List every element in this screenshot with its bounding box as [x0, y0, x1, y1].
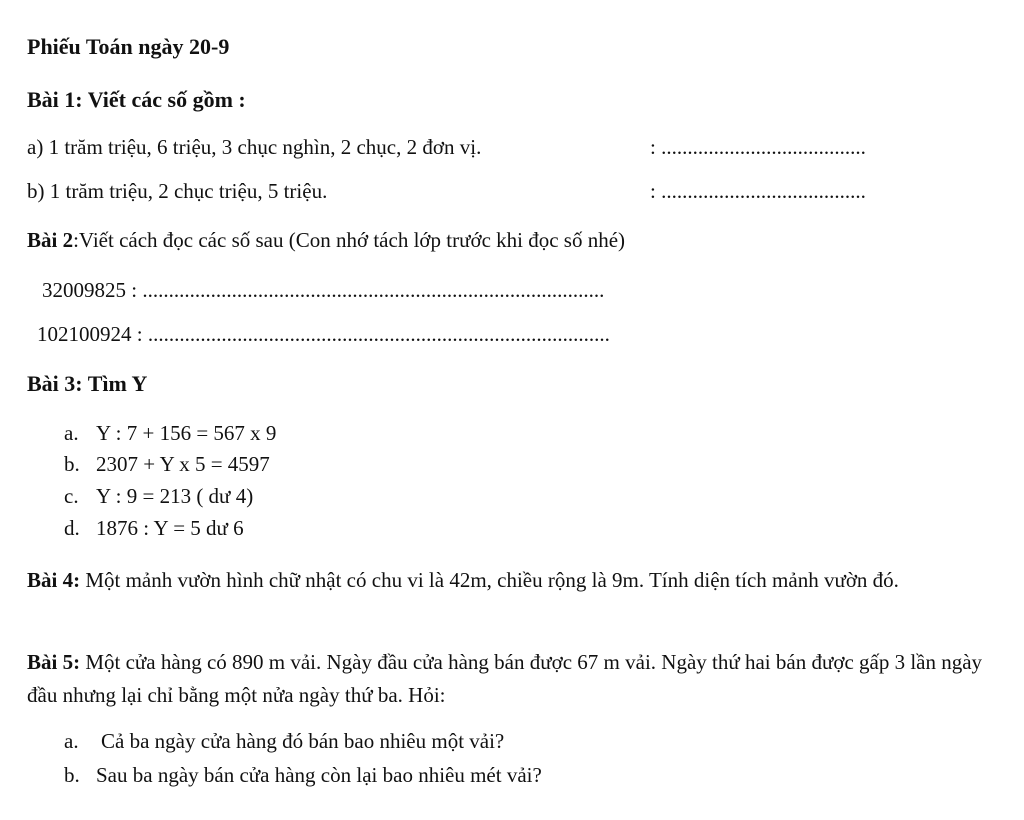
bai2-number-1: 32009825 : [42, 278, 143, 302]
bai2-number-2: 102100924 : [37, 322, 148, 346]
bai3-equation-b: 2307 + Y x 5 = 4597 [96, 452, 270, 476]
bai3-equation-a: Y : 7 + 156 = 567 x 9 [96, 421, 277, 445]
bai2-item-2 [37, 322, 610, 347]
bai1-item-b-blank: : ....................................... [650, 179, 866, 203]
bai4-label: Bài 4: [27, 568, 81, 592]
bai3-item-b [64, 452, 270, 477]
bai3-label-d: d. [64, 516, 80, 540]
bai1-item-a-blank: : ....................................... [650, 135, 866, 159]
bai2-heading [27, 228, 625, 253]
bai2-heading-label: Bài 2 [27, 228, 74, 252]
bai3-equation-d: 1876 : Y = 5 dư 6 [96, 516, 244, 540]
bai5-problem [27, 646, 1017, 712]
bai5-text-a: Cả ba ngày cửa hàng đó bán bao nhiêu một vải? [101, 729, 505, 753]
bai3-heading: Bài 3: Tìm Y [27, 371, 148, 396]
bai3-item-a [64, 421, 276, 446]
bai3-equation-c: Y : 9 = 213 ( dư 4) [96, 484, 254, 508]
bai2-blank-2: ........................................................................................ [147, 322, 610, 346]
bai3-item-c [64, 484, 253, 509]
bai1-heading: Bài 1: Viết các số gồm : [27, 87, 246, 112]
bai3-item-d [64, 516, 244, 541]
bai5-label-b: b. [64, 763, 80, 787]
bai5-text: Một cửa hàng có 890 m vải. Ngày đầu cửa hàng bán được 67 m vải. Ngày thứ hai bán được gấp 3 lần ngày đầu nhưng lại chỉ bằng một nửa ngày thứ ba. Hỏi: [27, 650, 983, 707]
bai3-label-c: c. [64, 484, 79, 508]
page-title: Phiếu Toán ngày 20-9 [27, 34, 230, 59]
bai5-question-b [64, 763, 542, 788]
bai4-text: Một mảnh vườn hình chữ nhật có chu vi là 42m, chiều rộng là 9m. Tính diện tích mảnh vườn đó. [80, 568, 899, 592]
bai2-blank-1: ........................................................................................ [142, 278, 605, 302]
bai4-problem [27, 564, 1017, 597]
bai1-item-a: a) 1 trăm triệu, 6 triệu, 3 chục nghìn, 2 chục, 2 đơn vị. [27, 135, 482, 159]
bai3-label-b: b. [64, 452, 80, 476]
bai2-item-1 [42, 278, 604, 303]
bai2-heading-text: :Viết cách đọc các số sau (Con nhớ tách lớp trước khi đọc số nhé) [73, 228, 626, 252]
bai5-label: Bài 5: [27, 650, 81, 674]
bai5-label-a: a. [64, 729, 79, 753]
bai1-item-b: b) 1 trăm triệu, 2 chục triệu, 5 triệu. [27, 179, 328, 203]
bai3-label-a: a. [64, 421, 79, 445]
bai5-question-a [64, 729, 504, 754]
bai5-text-b: Sau ba ngày bán cửa hàng còn lại bao nhiêu mét vải? [96, 763, 542, 787]
